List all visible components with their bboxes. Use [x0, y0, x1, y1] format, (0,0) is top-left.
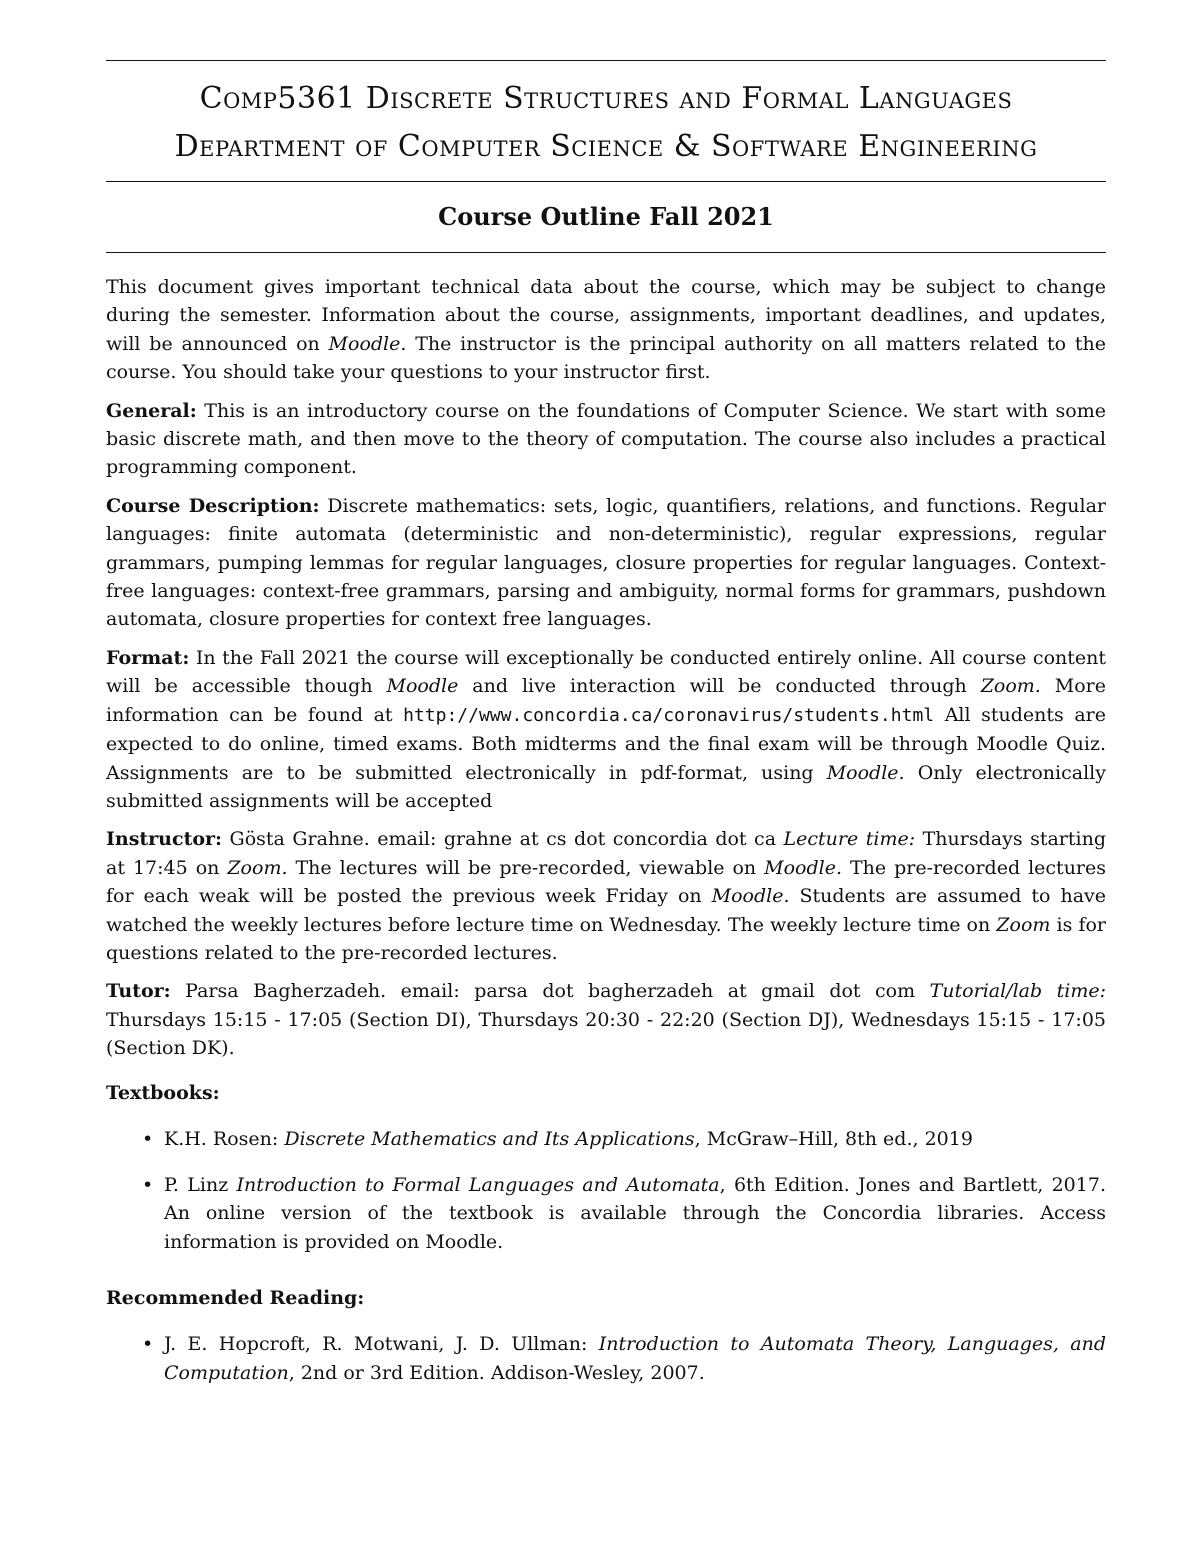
department-title: Department of Computer Science & Software Engineering: [174, 129, 1038, 164]
tutorial-time-label: Tutorial/lab time:: [929, 980, 1106, 1003]
bullet-icon: •: [142, 1127, 154, 1150]
list-item: [106, 1171, 1106, 1256]
title-block: [106, 61, 1106, 181]
instructor-text-5: Students are assumed to have watched the weekly lectures before lecture time on Wednesday. The weekly lecture time on: [106, 885, 1106, 936]
book-title: Introduction to Formal Languages and Automata: [236, 1173, 720, 1196]
course-outline-page: [106, 60, 1106, 1405]
recommended-heading: Recommended Reading:: [106, 1287, 365, 1310]
tutor-paragraph: [106, 977, 1106, 1062]
moodle-ref: Moodle.: [826, 761, 905, 784]
bottom-rule: [106, 252, 1106, 253]
book-title: Discrete Mathematics and Its Applications: [284, 1127, 695, 1150]
list-item: [106, 1330, 1106, 1387]
recommended-list: [106, 1330, 1106, 1387]
description-paragraph: [106, 492, 1106, 634]
instructor-text-3: The lectures will be pre-recorded, viewable on: [287, 856, 765, 879]
instructor-text-1: Gösta Grahne. email: grahne at cs dot concordia dot ca: [222, 828, 784, 851]
format-paragraph: [106, 644, 1106, 815]
tutor-label: Tutor:: [106, 980, 171, 1003]
instructor-label: Instructor:: [106, 828, 223, 851]
format-text-5: Only electronically submitted assignments will be accepted: [106, 761, 1106, 812]
course-title: Comp5361 Discrete Structures and Formal Languages: [199, 81, 1013, 116]
book-details: , McGraw–Hill, 8th ed., 2019: [694, 1127, 973, 1150]
book-title: Introduction to Automata Theory, Languages, and Computation: [164, 1333, 1106, 1384]
moodle-ref: Moodle.: [328, 332, 407, 355]
format-text-2: and live interaction will be conducted through: [458, 675, 981, 698]
book-author: P. Linz: [164, 1173, 237, 1196]
description-text: Discrete mathematics: sets, logic, quantifiers, relations, and functions. Regular languages: finite automata (deterministic and non-deterministic), regular expressions, regular grammars, pumping lemmas for regular languages, closure properties for regular languages. Context-free languages: context-free grammars, parsing and ambiguity, normal forms for grammars, pushdown automata, closure properties for context free languages.: [106, 494, 1106, 631]
textbooks-heading: Textbooks:: [106, 1081, 220, 1104]
bullet-icon: •: [142, 1173, 154, 1196]
book-details: , 6th Edition. Jones and Bartlett, 2017. An online version of the textbook is available through the Concordia libraries. Access information is provided on Moodle.: [164, 1173, 1106, 1253]
instructor-text-6: is for questions related to the pre-recorded lectures.: [106, 913, 1107, 964]
moodle-ref: Moodle.: [764, 856, 843, 879]
format-text-4: All students are expected to do online, timed exams. Both midterms and the final exam will be through Moodle Quiz. Assignments are to be submitted electronically in pdf-format, using: [106, 703, 1106, 784]
middle-rule: [106, 181, 1106, 182]
description-label: Course Description:: [106, 494, 320, 517]
general-label: General:: [106, 399, 197, 422]
book-author: J. E. Hopcroft, R. Motwani, J. D. Ullman:: [164, 1333, 599, 1356]
book-author: K.H. Rosen:: [164, 1127, 285, 1150]
bullet-icon: •: [142, 1333, 154, 1356]
format-text-3: More information can be found at: [106, 675, 1107, 726]
zoom-ref: Zoom.: [980, 675, 1041, 698]
general-text: This is an introductory course on the foundations of Computer Science. We start with some basic discrete math, and then move to the theory of computation. The course also includes a practical programming component.: [106, 399, 1106, 479]
list-item: [106, 1125, 1106, 1153]
outline-title: Course Outline Fall 2021: [438, 202, 774, 231]
moodle-ref: Moodle: [386, 675, 459, 698]
textbooks-list: [106, 1125, 1106, 1257]
zoom-ref: Zoom: [996, 913, 1051, 936]
lecture-time-label: Lecture time:: [783, 828, 916, 851]
covid-info-link[interactable]: http://www.concordia.ca/coronavirus/students.html: [403, 704, 935, 726]
moodle-ref: Moodle.: [711, 885, 790, 908]
general-paragraph: [106, 397, 1106, 482]
intro-text-1: This document gives important technical data about the course, which may be subject to change during the semester. Information about the course, assignments, important deadlines, and updates, will be announced on: [106, 276, 1106, 355]
format-label: Format:: [106, 646, 190, 669]
intro-text-2: The instructor is the principal authority on all matters related to the course. You should take your questions to your instructor first.: [106, 332, 1106, 384]
book-details: , 2nd or 3rd Edition. Addison-Wesley, 2007.: [288, 1361, 705, 1384]
format-text-1: In the Fall 2021 the course will exceptionally be conducted entirely online. All course content will be accessible though: [106, 646, 1106, 698]
tutor-text-1: Parsa Bagherzadeh. email: parsa dot bagherzadeh at gmail dot com: [170, 980, 930, 1003]
zoom-ref: Zoom.: [227, 856, 288, 879]
intro-paragraph: [106, 273, 1106, 387]
instructor-paragraph: [106, 825, 1106, 967]
tutor-text-2: Thursdays 15:15 - 17:05 (Section DI), Thursdays 20:30 - 22:20 (Section DJ), Wednesdays 15:15 - 17:05 (Section DK).: [106, 1008, 1106, 1060]
instructor-text-4: The pre-recorded lectures for each weak will be posted the previous week Friday on: [106, 856, 1107, 908]
instructor-text-2: Thursdays starting at 17:45 on: [106, 828, 1106, 879]
